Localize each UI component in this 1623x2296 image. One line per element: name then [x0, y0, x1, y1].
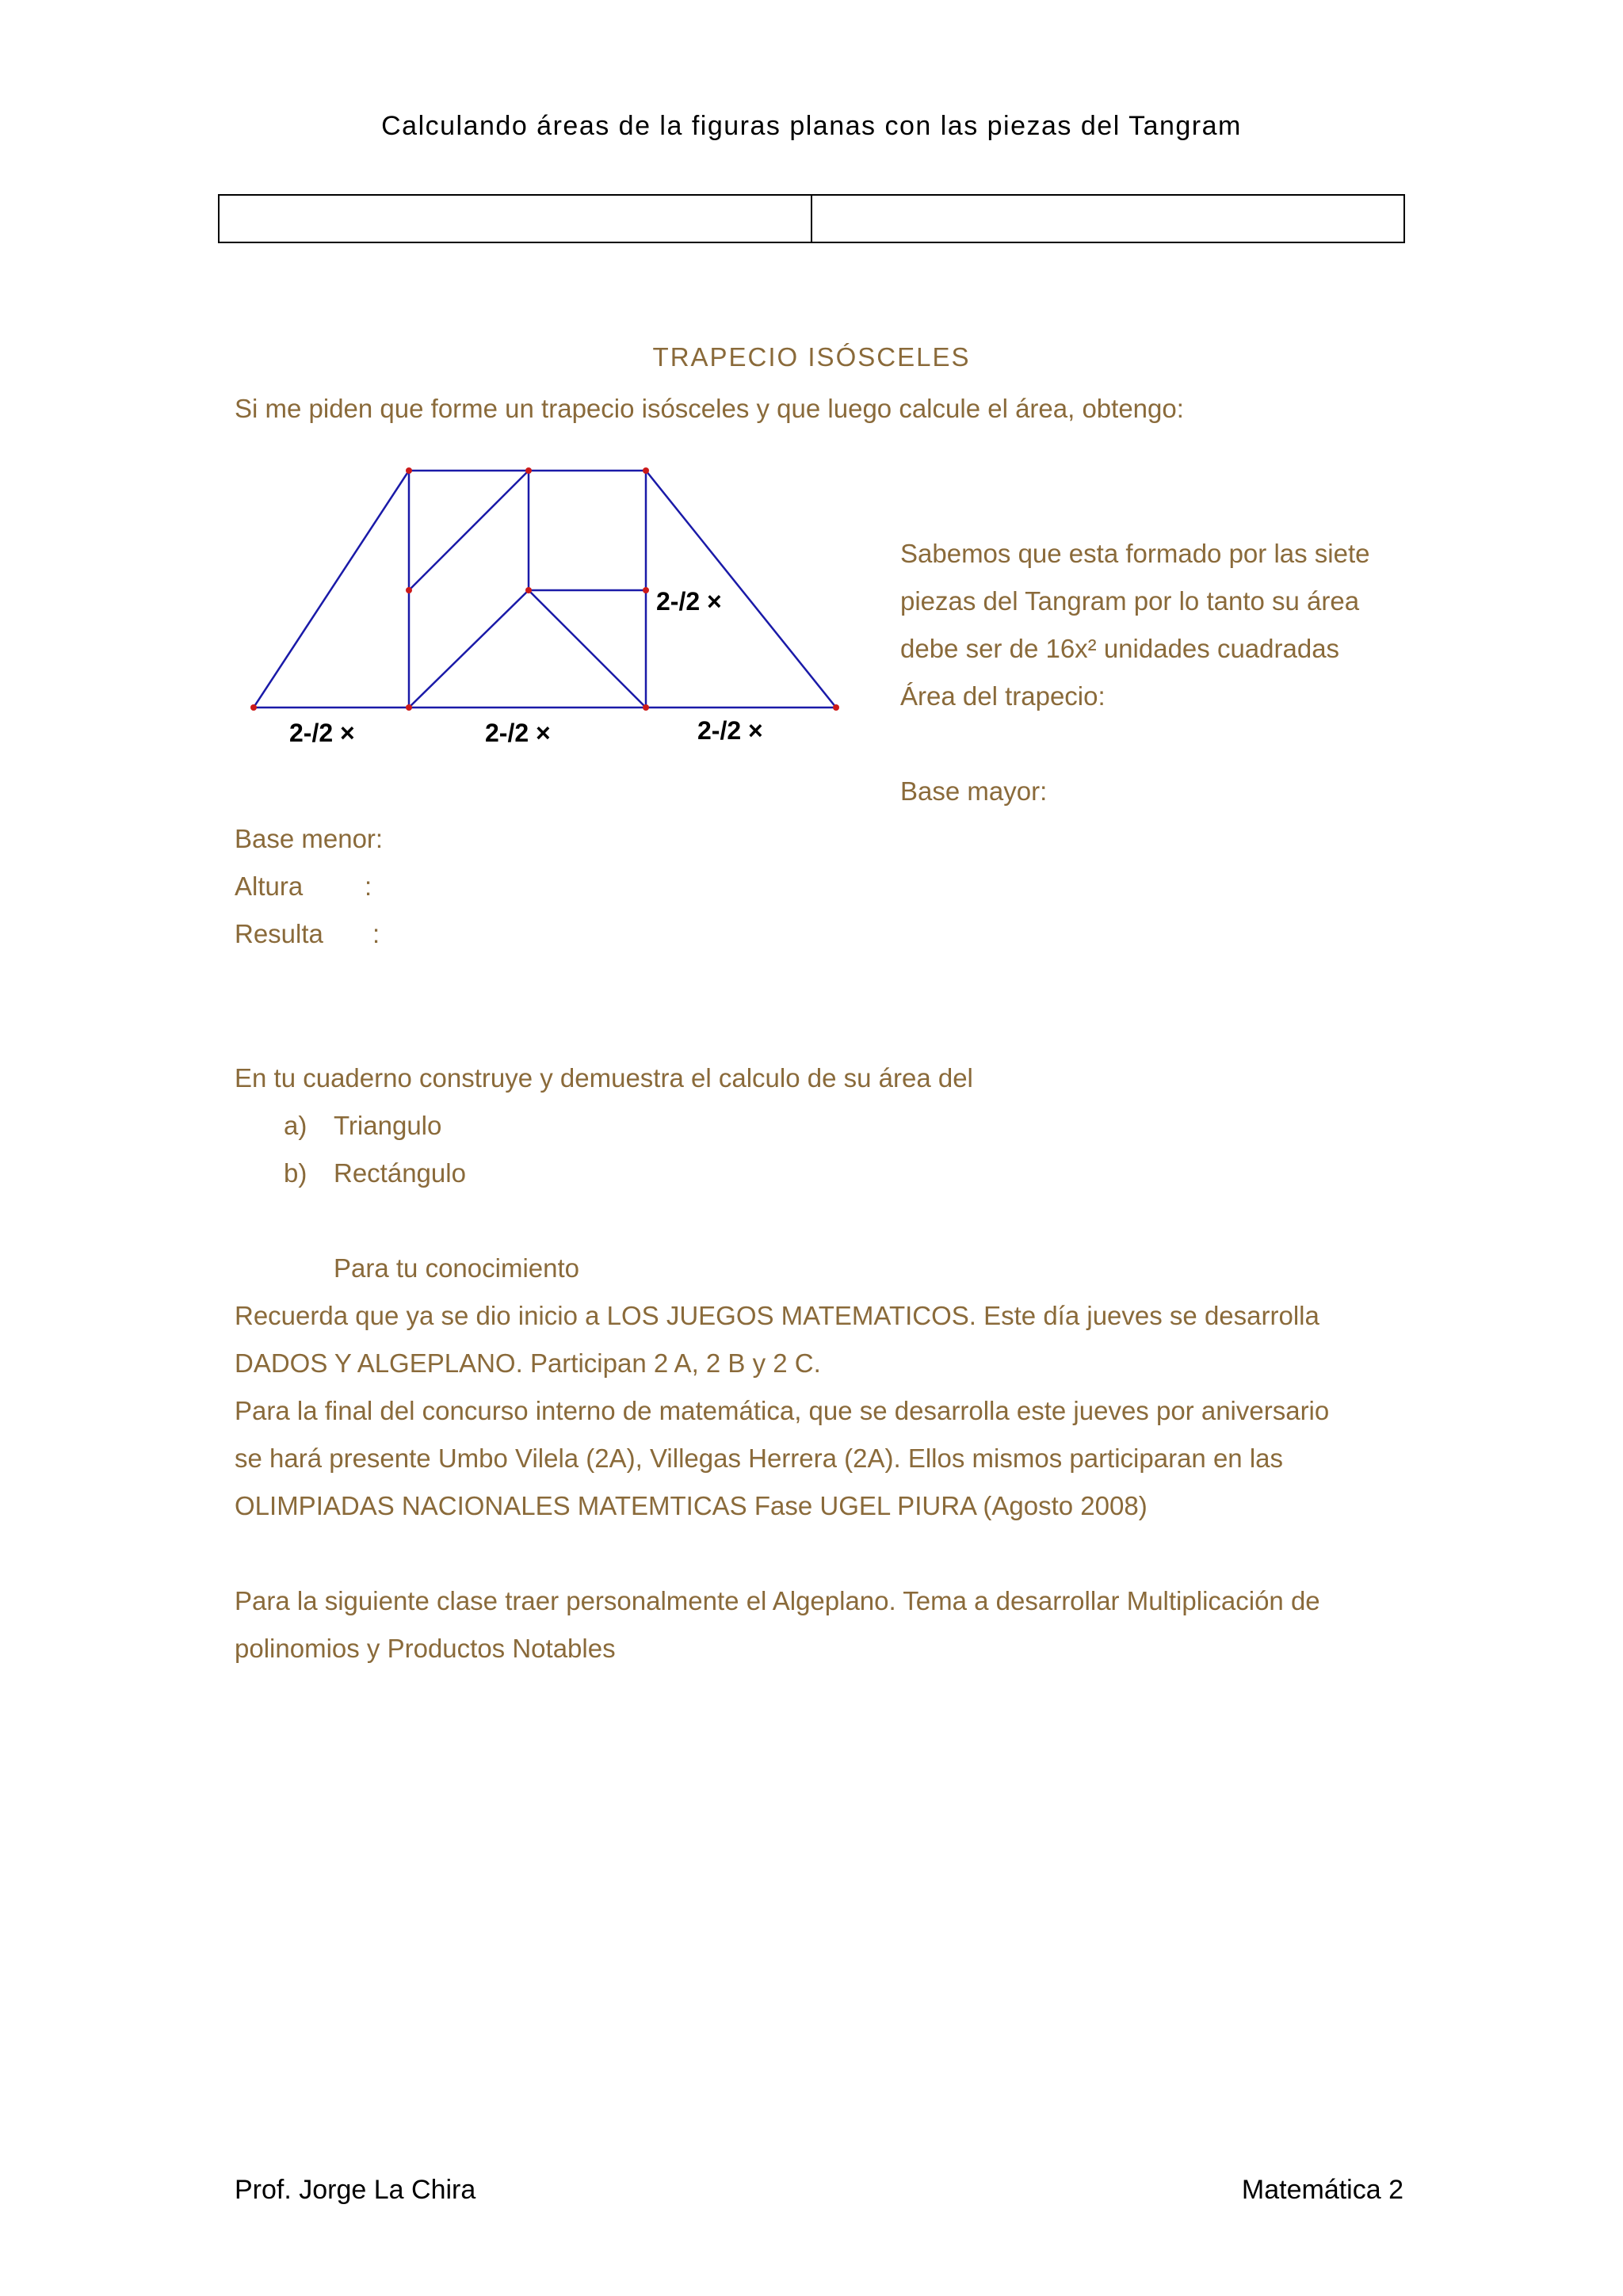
task-item-b: Rectángulo: [334, 1158, 466, 1188]
diagram-label-middle: 2-/2 ×: [656, 587, 722, 616]
footer-author: Prof. Jorge La Chira: [235, 2175, 476, 2205]
task-item-a: Triangulo: [334, 1111, 442, 1140]
resultado-label: Resulta: [235, 919, 323, 948]
info-p1-line-2: DADOS Y ALGEPLANO. Participan 2 A, 2 B y 2 C.: [235, 1348, 821, 1378]
info-p1-line-1: Recuerda que ya se dio inicio a LOS JUEGOS MATEMATICOS. Este día jueves se desarrolla: [235, 1301, 1319, 1330]
diagram-label-base-left: 2-/2 ×: [289, 719, 355, 747]
base-mayor-label: Base mayor:: [900, 776, 1048, 806]
tangram-trapezoid-diagram: [238, 456, 856, 769]
task-item-b-marker: b): [284, 1158, 307, 1188]
vertex-point: [406, 704, 412, 711]
vertex-point: [406, 587, 412, 593]
altura-label: Altura: [235, 871, 304, 901]
info-p2-line-3: OLIMPIADAS NACIONALES MATEMTICAS Fase UGEL PIURA (Agosto 2008): [235, 1491, 1148, 1520]
vertex-point: [643, 704, 649, 711]
section-title: TRAPECIO ISÓSCELES: [652, 342, 971, 372]
info-p3-line-2: polinomios y Productos Notables: [235, 1634, 616, 1663]
diagram-label-base-center: 2-/2 ×: [485, 719, 551, 747]
trapezoid-outline: [254, 471, 836, 707]
header-table: [218, 194, 1405, 243]
piece-edge: [529, 590, 646, 707]
side-text-line-1: Sabemos que esta formado por las siete: [900, 539, 1370, 568]
vertex-point: [833, 704, 839, 711]
altura-colon: :: [365, 871, 372, 901]
diagram-label-base-right: 2-/2 ×: [697, 716, 763, 745]
vertex-point: [643, 587, 649, 593]
side-text-line-4: Área del trapecio:: [900, 681, 1106, 711]
vertex-point: [406, 467, 412, 474]
side-text-line-3: debe ser de 16x² unidades cuadradas: [900, 634, 1340, 663]
footer-subject: Matemática 2: [1241, 2175, 1403, 2205]
task-item-a-marker: a): [284, 1111, 307, 1140]
piece-edge: [409, 590, 529, 707]
base-menor-label: Base menor:: [235, 824, 384, 853]
section-intro: Si me piden que forme un trapecio isósceles y que luego calcule el área, obtengo:: [235, 394, 1184, 423]
info-p2-line-2: se hará presente Umbo Vilela (2A), Villegas Herrera (2A). Ellos mismos participaran en las: [235, 1444, 1284, 1473]
info-p2-line-1: Para la final del concurso interno de matemática, que se desarrolla este jueves por aniversario: [235, 1396, 1330, 1425]
vertex-point: [250, 704, 257, 711]
header-table-cell-right: [811, 196, 1403, 242]
header-table-cell-left: [220, 196, 811, 242]
side-text-line-2: piezas del Tangram por lo tanto su área: [900, 586, 1360, 616]
piece-edge: [409, 471, 529, 590]
vertex-point: [643, 467, 649, 474]
info-p3-line-1: Para la siguiente clase traer personalmente el Algeplano. Tema a desarrollar Multiplicación de: [235, 1586, 1320, 1615]
task-intro: En tu cuaderno construye y demuestra el calculo de su área del: [235, 1063, 973, 1093]
document-header-title: Calculando áreas de la figuras planas con las piezas del Tangram: [381, 111, 1242, 141]
vertex-point: [525, 587, 532, 593]
vertex-point: [525, 467, 532, 474]
resultado-colon: :: [372, 919, 380, 948]
info-heading: Para tu conocimiento: [334, 1253, 580, 1283]
